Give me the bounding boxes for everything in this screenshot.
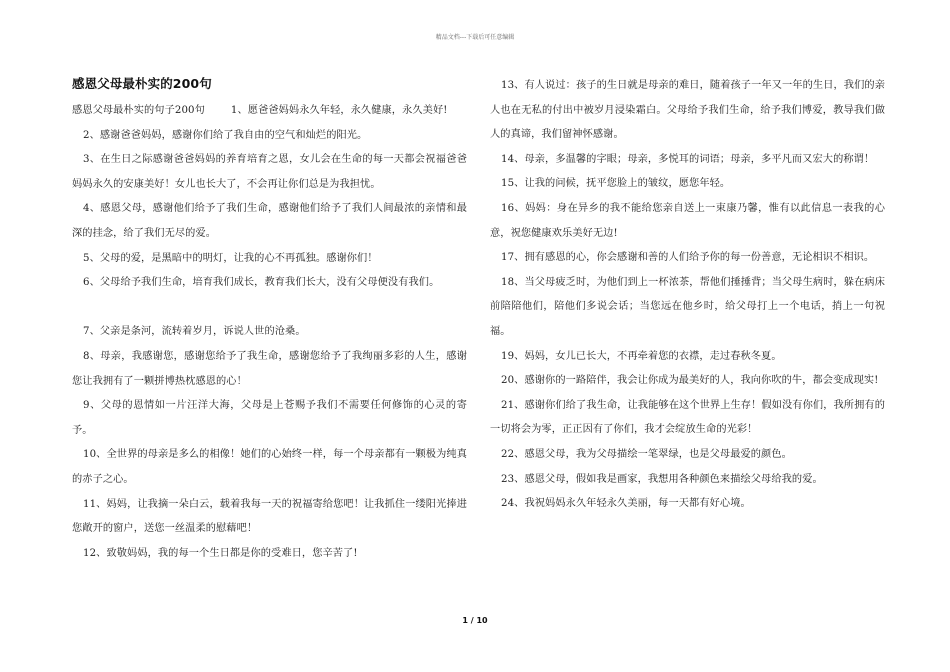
list-item-3: 3、在生日之际感谢爸爸妈妈的养育培育之恩，女儿会在生命的每一天都会祝福爸爸妈妈永久的安康美好！女儿也长大了，不会再让你们总是为我担忧。 [72,154,467,190]
list-item-10: 10、全世界的母亲是多么的相像！她们的心始终一样，每一个母亲都有一颗极为纯真的赤子之心。 [72,449,467,485]
intro-subtitle: 感恩父母最朴实的句子200句 [72,105,205,116]
list-item-20: 20、感谢你的一路陪伴，我会让你成为最美好的人，我向你吹的牛，都会变成现实! [501,375,879,387]
list-item-17: 17、拥有感恩的心，你会感谢和善的人们给予你的每一份善意，无论相识不相识。 [501,252,875,264]
list-item-16: 16、妈妈：身在异乡的我不能给您亲自送上一束康乃馨，惟有以此信息一表我的心意，祝您健康欢乐美好无边! [490,202,885,239]
list-item-18: 18、当父母疲乏时，为他们到上一杯浓茶，帮他们捶捶背；当父母生病时，躲在病床前陪陪他们，陪他们多说会话；当您远在他乡时，给父母打上一个电话，捎上一句祝福。 [490,276,885,337]
list-item-23: 23、感恩父母，假如我是画家，我想用各种颜色来描绘父母给我的爱。 [501,473,823,485]
list-item-6: 6、父母给予我们生命，培育我们成长，教育我们长大，没有父母便没有我们。 [83,277,440,289]
list-item-24: 24、我祝妈妈永久年轻永久美丽，每一天都有好心境。 [501,498,751,510]
list-item-15: 15、让我的问候，抚平您脸上的皱纹，愿您年轻。 [501,178,731,190]
intro-paragraph [72,99,467,124]
page-header-note: 精品文档---下载后可任意编辑 [435,34,515,41]
list-item-5: 5、父母的爱，是黑暗中的明灯，让我的心不再孤独。感谢你们！ [83,252,378,264]
intro-first-item: 1、愿爸爸妈妈永久年轻，永久健康，永久美好! [230,105,448,116]
list-item-12: 12、致敬妈妈，我的每一个生日都是你的受难日，您辛苦了! [83,547,358,559]
list-item-19: 19、妈妈，女儿已长大，不再牵着您的衣襟，走过春秋冬夏。 [501,350,782,362]
list-item-14: 14、母亲，多温馨的字眼；母亲，多悦耳的词语；母亲，多平凡而又宏大的称谓！ [501,153,875,165]
blank-line [72,296,467,321]
list-item-4: 4、感恩父母，感谢他们给予了我们生命，感谢他们给予了我们人间最浓的亲情和最深的挂念，给了我们无尽的爱。 [72,203,467,239]
list-item-13: 13、有人说过：孩子的生日就是母亲的难日，随着孩子一年又一年的生日，我们的亲人也在无私的付出中被岁月浸染霜白。父母给予我们生命，给予我们博爱，教导我们做人的真谛，我们留神怀感谢。 [490,80,885,141]
list-item-9: 9、父母的恩情如一片汪洋大海，父母是上苍赐予我们不需要任何修饰的心灵的寄予。 [72,400,467,436]
page-number: 1 / 10 [462,616,488,625]
list-item-22: 22、感恩父母，我为父母描绘一笔翠绿，也是父母最爱的颜色。 [501,448,792,460]
list-item-8: 8、母亲，我感谢您，感谢您给予了我生命，感谢您给予了我绚丽多彩的人生，感谢您让我拥有了一颗拼博热枕感恩的心！ [72,350,467,387]
left-column [72,74,467,566]
list-item-21: 21、感谢你们给了我生命，让我能够在这个世界上生存！假如没有你们，我所拥有的一切将会为零，正正因有了你们，我才会绽放生命的光彩！ [490,399,885,436]
list-item-2: 2、感谢爸爸妈妈，感谢你们给了我自由的空气和灿烂的阳光。 [83,129,368,141]
right-column [490,74,885,517]
list-item-7: 7、父亲是条河，流转着岁月，诉说人世的沧桑。 [83,326,306,338]
list-item-11: 11、妈妈，让我摘一朵白云，载着我每一天的祝福寄给您吧！让我抓住一缕阳光捧进您敞开的窗户，送您一丝温柔的慰藉吧！ [72,498,467,535]
document-title: 感恩父母最朴实的200句 [72,76,212,91]
